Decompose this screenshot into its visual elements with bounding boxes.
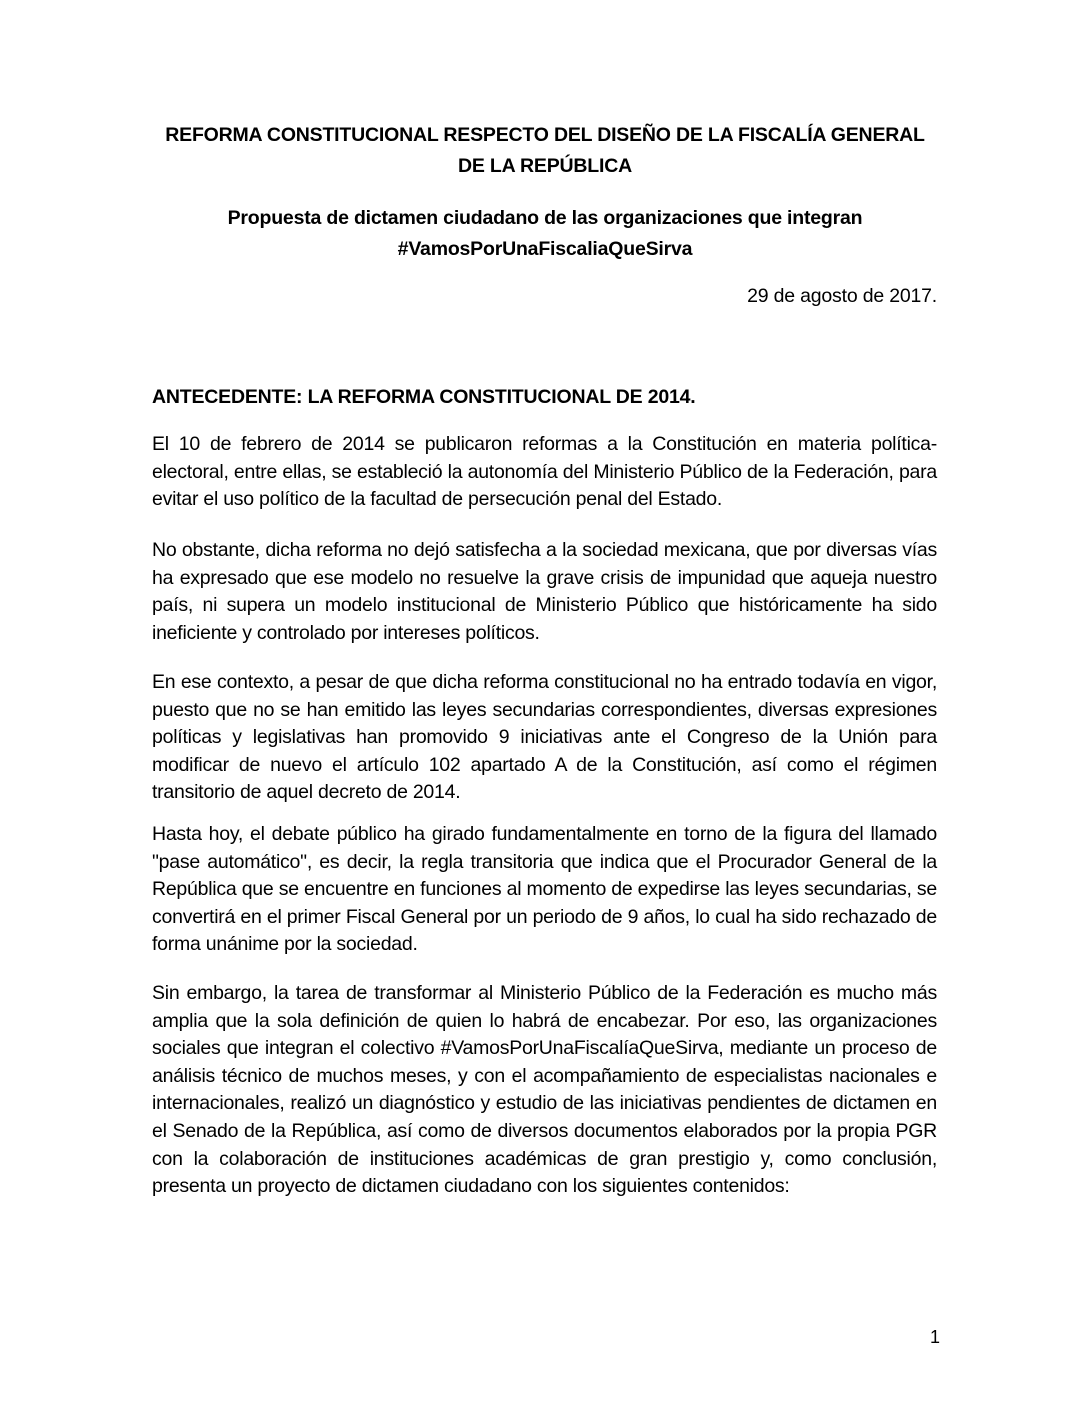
document-subtitle: Propuesta de dictamen ciudadano de las organizaciones que integran #VamosPorUnaFiscaliaQueSirva [227, 207, 863, 260]
document-title: REFORMA CONSTITUCIONAL RESPECTO DEL DISEÑO DE LA FISCALÍA GENERAL DE LA REPÚBLICA [165, 124, 925, 177]
paragraph: En ese contexto, a pesar de que dicha reforma constitucional no ha entrado todavía en vigor, puesto que no se han emitido las leyes secundarias correspondientes, diversas expresiones políticas y legislativas han promovido 9 iniciativas ante el Congreso de la Unión para modificar de nuevo el artículo 102 apartado A de la Constitución, así como el régimen transitorio de aquel decreto de 2014. [152, 671, 937, 804]
page-number: 1 [929, 1327, 940, 1347]
paragraph: Hasta hoy, el debate público ha girado fundamentalmente en torno de la figura del llamado "pase automático", es decir, la regla transitoria que indica que el Procurador General de la República que se encuentre en funciones al momento de expedirse las leyes secundarias, se convertirá en el primer Fiscal General por un periodo de 9 años, lo cual ha sido rechazado de forma unánime por la sociedad. [152, 823, 937, 956]
section-heading: ANTECEDENTE: LA REFORMA CONSTITUCIONAL DE 2014. [152, 386, 696, 408]
document-date: 29 de agosto de 2017. [747, 285, 937, 307]
paragraph: Sin embargo, la tarea de transformar al Ministerio Público de la Federación es mucho más amplia que la sola definición de quien lo habrá de encabezar. Por eso, las organizaciones sociales que integran el colectivo #VamosPorUnaFiscalíaQueSirva, mediante un proceso de análisis técnico de muchos meses, y con el acompañamiento de especialistas nacionales e internacionales, realizó un diagnóstico y estudio de las iniciativas pendientes de dictamen en el Senado de la República, así como de diversos documentos elaborados por la propia PGR con la colaboración de instituciones académicas de gran prestigio y, como conclusión, presenta un proyecto de dictamen ciudadano con los siguientes contenidos: [152, 982, 937, 1198]
paragraph: El 10 de febrero de 2014 se publicaron reformas a la Constitución en materia política-electoral, entre ellas, se estableció la autonomía del Ministerio Público de la Federación, para evitar el uso político de la facultad de persecución penal del Estado. [152, 433, 937, 511]
paragraph: No obstante, dicha reforma no dejó satisfecha a la sociedad mexicana, que por diversas vías ha expresado que ese modelo no resuelve la grave crisis de impunidad que aqueja nuestro país, ni supera un modelo institucional de Ministerio Público que históricamente ha sido ineficiente y controlado por intereses políticos. [152, 539, 937, 644]
